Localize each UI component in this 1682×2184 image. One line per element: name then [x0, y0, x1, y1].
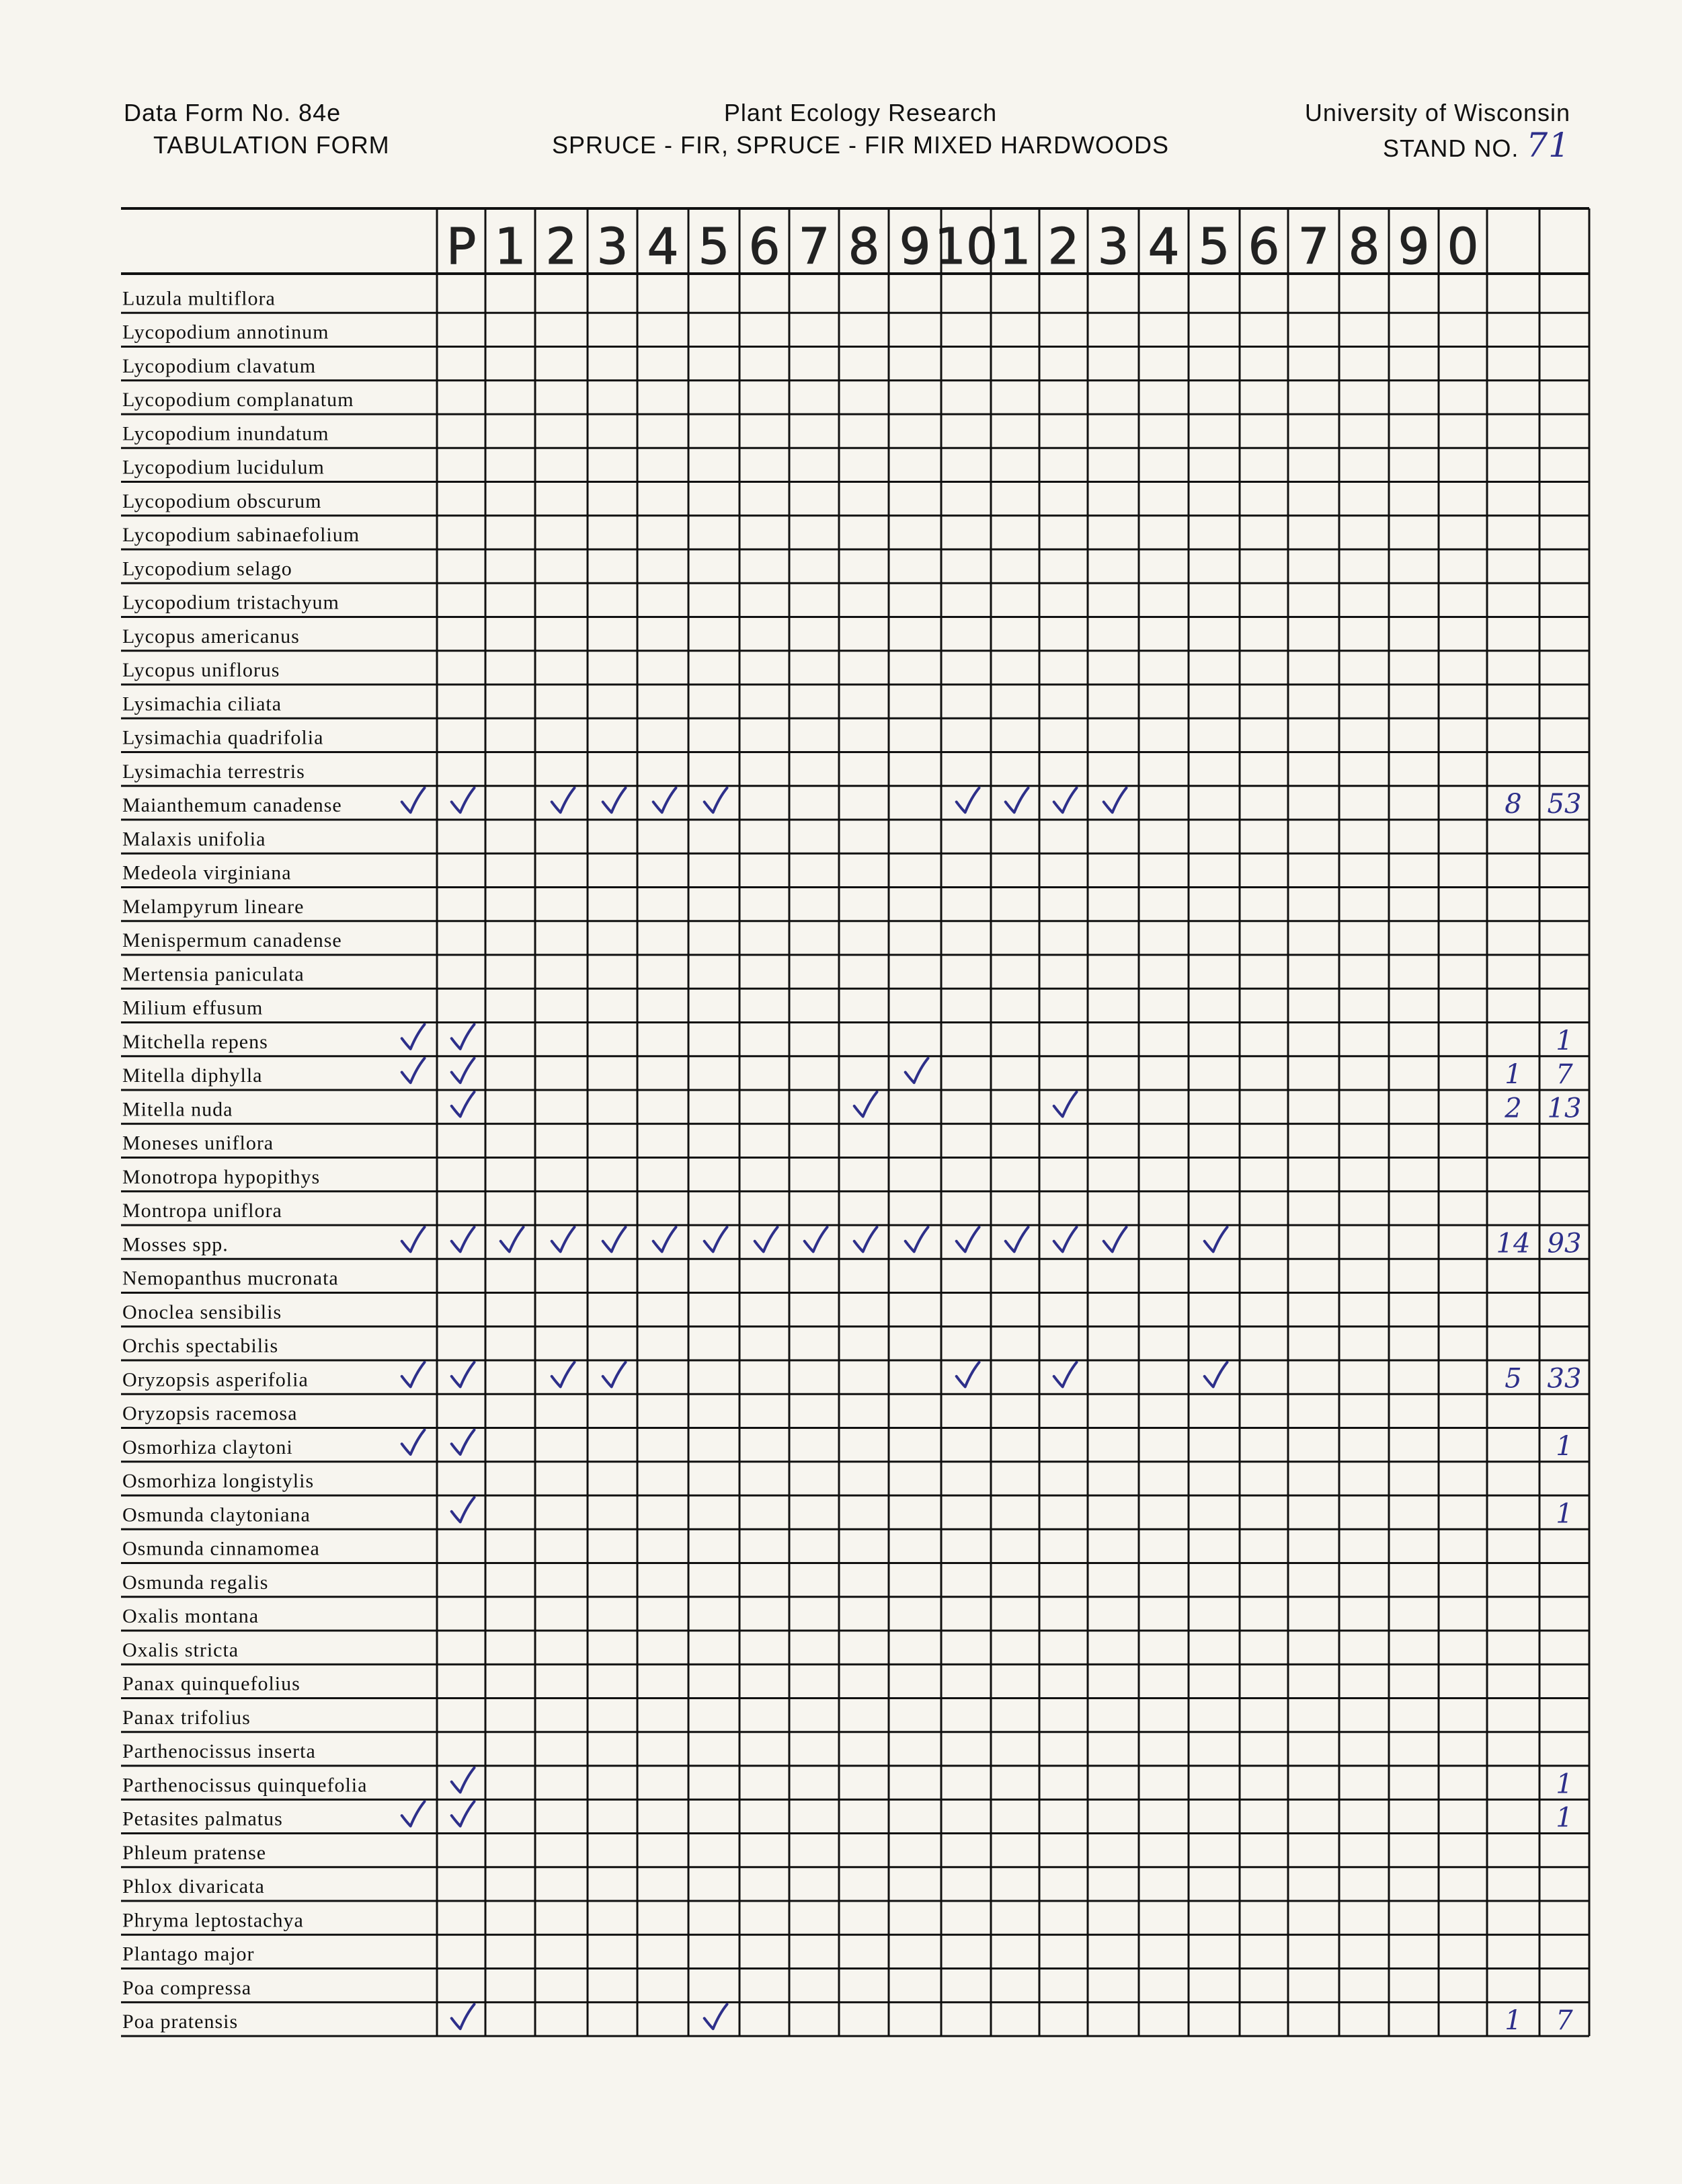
species-name: Oryzopsis asperifolia [122, 1368, 309, 1391]
check-mark [906, 1058, 928, 1083]
species-name: Phryma leptostachya [122, 1909, 304, 1932]
check-mark [854, 1227, 877, 1251]
check-mark [552, 1362, 575, 1387]
check-mark [452, 1801, 475, 1826]
org-title: Plant Ecology Research [723, 99, 998, 126]
column-header-2: 2 [545, 218, 577, 276]
species-name: Medeola virginiana [122, 861, 292, 884]
form-subtitle: SPRUCE - FIR, SPRUCE - FIR MIXED HARDWOODS [551, 131, 1170, 159]
species-name: Mitella diphylla [122, 1064, 263, 1087]
check-mark [1104, 1227, 1127, 1251]
species-name: Poa pratensis [122, 2011, 239, 2033]
percent-value: 7 [1556, 2005, 1573, 2036]
name-check-mark [402, 1058, 425, 1083]
check-mark [452, 1768, 475, 1792]
column-header-17: 7 [1297, 218, 1330, 276]
check-mark [705, 788, 727, 812]
check-mark [452, 1430, 475, 1454]
column-header-16: 6 [1248, 218, 1280, 276]
name-check-mark [402, 1801, 425, 1826]
name-check-mark [402, 1362, 425, 1387]
check-mark [1054, 1092, 1077, 1116]
species-name: Milium effusum [122, 997, 264, 1019]
check-mark [452, 788, 475, 812]
check-mark [452, 1497, 475, 1522]
percent-value: 1 [1556, 1430, 1573, 1462]
column-header-9: 9 [899, 218, 931, 276]
check-mark [603, 788, 626, 812]
frequency-value: 14 [1496, 1228, 1531, 1259]
species-name: Parthenocissus inserta [122, 1740, 316, 1762]
column-header-12: 2 [1047, 218, 1080, 276]
check-mark [1205, 1362, 1228, 1387]
percent-value: 1 [1556, 1802, 1573, 1834]
check-mark [1054, 788, 1077, 812]
check-mark [552, 788, 575, 812]
check-mark [957, 788, 979, 812]
species-name: Lycopus uniflorus [122, 659, 280, 681]
species-name: Lycopodium selago [122, 557, 292, 580]
check-mark [755, 1227, 778, 1251]
frequency-value: 1 [1505, 1059, 1522, 1090]
column-header-4: 4 [647, 218, 679, 276]
column-header-18: 8 [1348, 218, 1380, 276]
column-header-11: 1 [999, 218, 1031, 276]
check-mark [805, 1227, 828, 1251]
check-mark [452, 1058, 475, 1083]
check-mark [1054, 1227, 1077, 1251]
percent-value: 1 [1556, 1498, 1573, 1530]
check-mark [1006, 1227, 1029, 1251]
species-name: Lycopodium inundatum [122, 422, 329, 445]
name-check-mark [402, 1430, 425, 1454]
species-name: Lycopodium lucidulum [122, 456, 325, 479]
check-mark [1054, 1362, 1077, 1387]
species-name: Montropa uniflora [122, 1200, 282, 1222]
frequency-value: 1 [1505, 2005, 1522, 2036]
institution: University of Wisconsin [1304, 99, 1570, 126]
species-name: Parthenocissus quinquefolia [122, 1774, 368, 1797]
percent-value: 33 [1547, 1363, 1582, 1395]
species-name: Mosses spp. [122, 1233, 229, 1256]
species-name: Onoclea sensibilis [122, 1300, 282, 1323]
check-mark [452, 1092, 475, 1116]
check-mark [1205, 1227, 1228, 1251]
species-name: Panax trifolius [122, 1706, 251, 1729]
check-mark [705, 2004, 727, 2029]
species-name: Luzula multiflora [122, 287, 276, 310]
check-mark [1104, 788, 1127, 812]
species-name: Plantago major [122, 1943, 255, 1965]
check-mark [452, 1227, 475, 1251]
species-name: Osmunda cinnamomea [122, 1537, 320, 1560]
species-name: Oxalis stricta [122, 1639, 239, 1662]
species-name: Panax quinquefolius [122, 1672, 301, 1695]
species-name: Osmunda regalis [122, 1571, 269, 1594]
column-header-7: 7 [798, 218, 830, 276]
percent-value: 93 [1547, 1228, 1582, 1259]
column-header-8: 8 [848, 218, 880, 276]
species-name: Lycopodium annotinum [122, 321, 329, 344]
column-header-5: 5 [698, 218, 730, 276]
column-header-1: 1 [494, 218, 526, 276]
check-mark [452, 1025, 475, 1049]
check-mark [603, 1227, 626, 1251]
frequency-value: 8 [1505, 789, 1522, 820]
check-mark [552, 1227, 575, 1251]
name-check-mark [402, 788, 425, 812]
species-name: Osmorhiza longistylis [122, 1470, 315, 1492]
species-name: Mitchella repens [122, 1030, 268, 1053]
form-type: TABULATION FORM [153, 131, 390, 159]
species-name: Poa compressa [122, 1976, 252, 1999]
species-name: Lysimachia terrestris [122, 760, 305, 783]
name-check-mark [402, 1227, 425, 1251]
species-name: Lysimachia ciliata [122, 693, 282, 715]
species-name: Petasites palmatus [122, 1807, 283, 1830]
column-header-10: 10 [934, 218, 998, 276]
species-name: Melampyrum lineare [122, 895, 305, 918]
species-name: Orchis spectabilis [122, 1335, 279, 1357]
check-mark [653, 1227, 676, 1251]
percent-value: 1 [1556, 1025, 1573, 1056]
species-name: Lycopodium complanatum [122, 389, 354, 411]
column-header-6: 6 [748, 218, 780, 276]
percent-value: 7 [1556, 1059, 1573, 1090]
species-name: Moneses uniflora [122, 1132, 274, 1155]
check-mark [653, 788, 676, 812]
frequency-value: 2 [1505, 1093, 1522, 1124]
species-name: Osmunda claytoniana [122, 1504, 311, 1526]
species-name: Mertensia paniculata [122, 963, 305, 986]
check-mark [957, 1227, 979, 1251]
species-name: Lycopodium sabinaefolium [122, 524, 360, 546]
percent-value: 1 [1556, 1768, 1573, 1800]
column-header-20: 0 [1447, 218, 1479, 276]
frequency-value: 5 [1505, 1363, 1522, 1395]
species-name: Monotropa hypopithys [122, 1165, 321, 1188]
form-number: Data Form No. 84e [124, 99, 342, 126]
column-header-3: 3 [596, 218, 629, 276]
species-name: Nemopanthus mucronata [122, 1267, 339, 1290]
species-name: Lycopodium clavatum [122, 354, 317, 377]
species-name: Oxalis montana [122, 1605, 259, 1627]
check-mark [603, 1362, 626, 1387]
check-mark [906, 1227, 928, 1251]
species-name: Osmorhiza claytoni [122, 1436, 293, 1458]
column-header-15: 5 [1198, 218, 1230, 276]
species-name: Maianthemum canadense [122, 794, 342, 816]
column-header-0: P [446, 218, 477, 276]
check-mark [501, 1227, 524, 1251]
species-name: Lycopodium tristachyum [122, 591, 339, 614]
stand-label: STAND NO. [1383, 134, 1519, 162]
species-name: Oryzopsis racemosa [122, 1402, 298, 1425]
percent-value: 13 [1547, 1093, 1582, 1124]
check-mark [957, 1362, 979, 1387]
species-name: Menispermum canadense [122, 929, 342, 951]
column-header-13: 3 [1097, 218, 1129, 276]
stand-value: 71 [1526, 126, 1570, 165]
percent-value: 53 [1547, 789, 1582, 820]
check-mark [452, 2004, 475, 2029]
species-name: Lycopodium obscurum [122, 490, 322, 512]
check-mark [705, 1227, 727, 1251]
species-name: Mitella nuda [122, 1098, 233, 1121]
check-mark [854, 1092, 877, 1116]
name-check-mark [402, 1025, 425, 1049]
species-name: Lycopus americanus [122, 625, 300, 648]
column-header-19: 9 [1398, 218, 1430, 276]
species-name: Phlox divaricata [122, 1875, 265, 1898]
check-mark [1006, 788, 1029, 812]
check-mark [452, 1362, 475, 1387]
species-name: Phleum pratense [122, 1841, 267, 1864]
species-name: Malaxis unifolia [122, 828, 266, 851]
column-header-14: 4 [1148, 218, 1180, 276]
species-name: Lysimachia quadrifolia [122, 726, 324, 749]
